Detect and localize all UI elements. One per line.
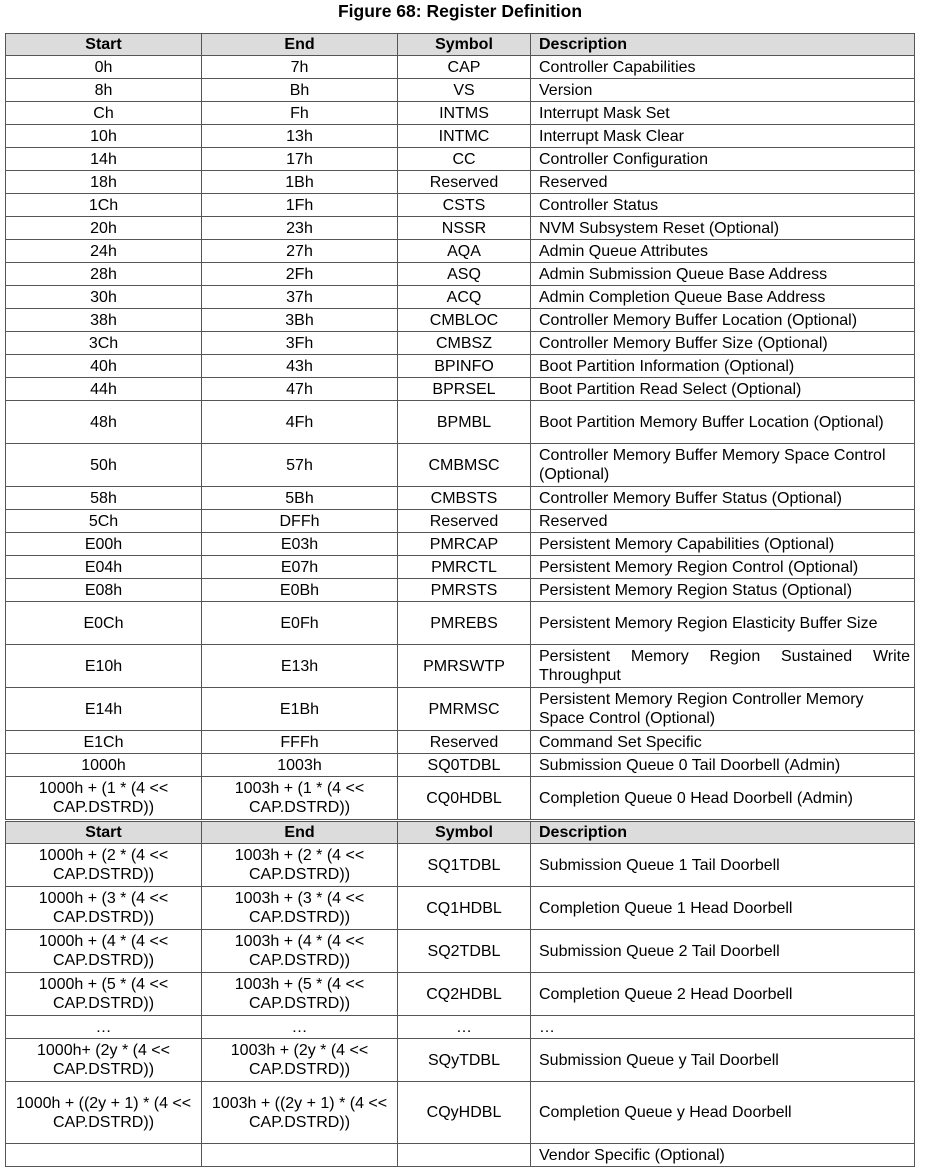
start-cell: 1000h + (3 * (4 << CAP.DSTRD)) <box>6 887 202 930</box>
table-row <box>6 1039 915 1082</box>
symbol-cell: CMBLOC <box>398 309 531 332</box>
end-cell: 1003h + (2 * (4 << CAP.DSTRD)) <box>202 844 398 887</box>
table-row <box>6 1016 915 1039</box>
doorbell-rows <box>6 844 915 1167</box>
symbol-cell: PMRCAP <box>398 533 531 556</box>
description-cell: … <box>531 1016 915 1039</box>
start-cell: 40h <box>6 355 202 378</box>
start-cell: 8h <box>6 79 202 102</box>
start-cell: 38h <box>6 309 202 332</box>
table-row <box>6 444 915 487</box>
symbol-cell: PMRCTL <box>398 556 531 579</box>
start-cell: E14h <box>6 688 202 731</box>
symbol-cell: SQ2TDBL <box>398 930 531 973</box>
start-cell: … <box>6 1016 202 1039</box>
repeated-header <box>6 820 915 844</box>
end-cell: DFFh <box>202 510 398 533</box>
end-cell: E0Bh <box>202 579 398 602</box>
description-cell: Persistent Memory Region Status (Optional) <box>531 579 915 602</box>
start-cell: 30h <box>6 286 202 309</box>
symbol-cell: CQ1HDBL <box>398 887 531 930</box>
symbol-cell: CMBSZ <box>398 332 531 355</box>
start-cell: 20h <box>6 217 202 240</box>
table-row <box>6 754 915 777</box>
end-cell: 7h <box>202 56 398 79</box>
start-cell: 28h <box>6 263 202 286</box>
end-cell: E03h <box>202 533 398 556</box>
table-row <box>6 171 915 194</box>
description-cell: Submission Queue 1 Tail Doorbell <box>531 844 915 887</box>
table-row <box>6 602 915 645</box>
table-row <box>6 401 915 444</box>
start-cell: E08h <box>6 579 202 602</box>
table-row <box>6 688 915 731</box>
end-cell: 4Fh <box>202 401 398 444</box>
end-cell: E13h <box>202 645 398 688</box>
header-end: End <box>202 34 398 56</box>
description-cell: Controller Memory Buffer Memory Space Control (Optional) <box>531 444 915 487</box>
description-cell: Completion Queue 1 Head Doorbell <box>531 887 915 930</box>
description-cell: Submission Queue 0 Tail Doorbell (Admin) <box>531 754 915 777</box>
end-cell: E0Fh <box>202 602 398 645</box>
description-cell: Reserved <box>531 171 915 194</box>
end-cell: E07h <box>202 556 398 579</box>
start-cell <box>6 1144 202 1167</box>
description-cell: Admin Completion Queue Base Address <box>531 286 915 309</box>
symbol-cell: Reserved <box>398 731 531 754</box>
table-row <box>6 579 915 602</box>
end-cell: 1003h + (4 * (4 << CAP.DSTRD)) <box>202 930 398 973</box>
description-cell: Controller Memory Buffer Status (Optional) <box>531 487 915 510</box>
start-cell: 24h <box>6 240 202 263</box>
table-row <box>6 533 915 556</box>
start-cell: 10h <box>6 125 202 148</box>
description-cell: Completion Queue 0 Head Doorbell (Admin) <box>531 777 915 820</box>
symbol-cell: BPINFO <box>398 355 531 378</box>
end-cell: 17h <box>202 148 398 171</box>
table-row <box>6 194 915 217</box>
description-cell: Persistent Memory Capabilities (Optional) <box>531 533 915 556</box>
table-row <box>6 887 915 930</box>
start-cell: Ch <box>6 102 202 125</box>
description-cell: Admin Submission Queue Base Address <box>531 263 915 286</box>
figure-title: Figure 68: Register Definition <box>337 1 583 21</box>
symbol-cell: CQ2HDBL <box>398 973 531 1016</box>
symbol-cell: SQ0TDBL <box>398 754 531 777</box>
start-cell: E10h <box>6 645 202 688</box>
table-row <box>6 125 915 148</box>
description-cell: Controller Configuration <box>531 148 915 171</box>
header-end: End <box>202 822 398 844</box>
table-row <box>6 263 915 286</box>
start-cell: 50h <box>6 444 202 487</box>
header-symbol: Symbol <box>398 822 531 844</box>
start-cell: 14h <box>6 148 202 171</box>
symbol-cell: CAP <box>398 56 531 79</box>
end-cell: 1003h + (1 * (4 << CAP.DSTRD)) <box>202 777 398 820</box>
end-cell: Fh <box>202 102 398 125</box>
symbol-cell: CC <box>398 148 531 171</box>
header-row <box>6 34 915 56</box>
end-cell: 37h <box>202 286 398 309</box>
symbol-cell: BPMBL <box>398 401 531 444</box>
table-row <box>6 731 915 754</box>
table-row <box>6 332 915 355</box>
end-cell: 23h <box>202 217 398 240</box>
start-cell: 1000h + ((2y + 1) * (4 << CAP.DSTRD)) <box>6 1082 202 1144</box>
end-cell: 47h <box>202 378 398 401</box>
table-row <box>6 1144 915 1167</box>
symbol-cell: INTMC <box>398 125 531 148</box>
description-cell: NVM Subsystem Reset (Optional) <box>531 217 915 240</box>
symbol-cell: SQyTDBL <box>398 1039 531 1082</box>
symbol-cell: VS <box>398 79 531 102</box>
header-row-repeat <box>6 822 915 844</box>
end-cell: 1003h + (2y * (4 << CAP.DSTRD)) <box>202 1039 398 1082</box>
end-cell: FFFh <box>202 731 398 754</box>
end-cell: Bh <box>202 79 398 102</box>
description-cell: Controller Memory Buffer Size (Optional) <box>531 332 915 355</box>
symbol-cell: BPRSEL <box>398 378 531 401</box>
header-start: Start <box>6 822 202 844</box>
start-cell: 18h <box>6 171 202 194</box>
end-cell: 1003h + ((2y + 1) * (4 << CAP.DSTRD)) <box>202 1082 398 1144</box>
table-row <box>6 510 915 533</box>
table-row <box>6 79 915 102</box>
description-cell: Version <box>531 79 915 102</box>
symbol-cell: … <box>398 1016 531 1039</box>
end-cell: 5Bh <box>202 487 398 510</box>
end-cell: E1Bh <box>202 688 398 731</box>
table-row <box>6 844 915 887</box>
description-cell: Boot Partition Read Select (Optional) <box>531 378 915 401</box>
table-row <box>6 56 915 79</box>
register-table <box>5 33 915 1167</box>
header-description: Description <box>531 34 915 56</box>
description-cell: Controller Memory Buffer Location (Optional) <box>531 309 915 332</box>
symbol-cell: CMBMSC <box>398 444 531 487</box>
end-cell: 1Fh <box>202 194 398 217</box>
start-cell: 1000h + (4 * (4 << CAP.DSTRD)) <box>6 930 202 973</box>
start-cell: 1000h+ (2y * (4 << CAP.DSTRD)) <box>6 1039 202 1082</box>
description-cell: Persistent Memory Region Elasticity Buffer Size <box>531 602 915 645</box>
description-cell: Boot Partition Information (Optional) <box>531 355 915 378</box>
symbol-cell <box>398 1144 531 1167</box>
start-cell: 1000h + (1 * (4 << CAP.DSTRD)) <box>6 777 202 820</box>
description-cell: Reserved <box>531 510 915 533</box>
table-row <box>6 1082 915 1144</box>
end-cell: 1Bh <box>202 171 398 194</box>
end-cell: 1003h <box>202 754 398 777</box>
description-cell: Controller Status <box>531 194 915 217</box>
description-cell: Submission Queue 2 Tail Doorbell <box>531 930 915 973</box>
start-cell: E0Ch <box>6 602 202 645</box>
symbol-cell: PMREBS <box>398 602 531 645</box>
symbol-cell: SQ1TDBL <box>398 844 531 887</box>
table-row <box>6 309 915 332</box>
table-row <box>6 487 915 510</box>
table-row <box>6 556 915 579</box>
symbol-cell: ASQ <box>398 263 531 286</box>
start-cell: 44h <box>6 378 202 401</box>
table-row <box>6 217 915 240</box>
symbol-cell: CQ0HDBL <box>398 777 531 820</box>
end-cell: 43h <box>202 355 398 378</box>
table-row <box>6 973 915 1016</box>
description-cell: Controller Capabilities <box>531 56 915 79</box>
description-cell: Persistent Memory Region Control (Optional) <box>531 556 915 579</box>
end-cell: 1003h + (3 * (4 << CAP.DSTRD)) <box>202 887 398 930</box>
description-cell: Admin Queue Attributes <box>531 240 915 263</box>
end-cell: 57h <box>202 444 398 487</box>
description-cell: Vendor Specific (Optional) <box>531 1144 915 1167</box>
symbol-cell: AQA <box>398 240 531 263</box>
start-cell: E1Ch <box>6 731 202 754</box>
start-cell: 1000h + (5 * (4 << CAP.DSTRD)) <box>6 973 202 1016</box>
symbol-cell: PMRSTS <box>398 579 531 602</box>
description-cell: Command Set Specific <box>531 731 915 754</box>
start-cell: 58h <box>6 487 202 510</box>
header-symbol: Symbol <box>398 34 531 56</box>
table-row <box>6 378 915 401</box>
table-row <box>6 148 915 171</box>
end-cell: … <box>202 1016 398 1039</box>
table-row <box>6 777 915 820</box>
symbol-cell: Reserved <box>398 510 531 533</box>
start-cell: 1Ch <box>6 194 202 217</box>
symbol-cell: PMRMSC <box>398 688 531 731</box>
end-cell: 2Fh <box>202 263 398 286</box>
header-description: Description <box>531 822 915 844</box>
symbol-cell: INTMS <box>398 102 531 125</box>
header-start: Start <box>6 34 202 56</box>
description-cell: Persistent Memory Region Sustained Write Throughput <box>531 645 915 688</box>
end-cell: 27h <box>202 240 398 263</box>
symbol-cell: Reserved <box>398 171 531 194</box>
description-cell: Submission Queue y Tail Doorbell <box>531 1039 915 1082</box>
description-cell: Boot Partition Memory Buffer Location (Optional) <box>531 401 915 444</box>
table-row <box>6 355 915 378</box>
end-cell <box>202 1144 398 1167</box>
start-cell: E00h <box>6 533 202 556</box>
description-cell: Interrupt Mask Clear <box>531 125 915 148</box>
table-row <box>6 930 915 973</box>
table-row <box>6 645 915 688</box>
description-cell: Completion Queue 2 Head Doorbell <box>531 973 915 1016</box>
description-cell: Completion Queue y Head Doorbell <box>531 1082 915 1144</box>
description-cell: Interrupt Mask Set <box>531 102 915 125</box>
start-cell: 48h <box>6 401 202 444</box>
end-cell: 3Bh <box>202 309 398 332</box>
table-row <box>6 240 915 263</box>
end-cell: 1003h + (5 * (4 << CAP.DSTRD)) <box>202 973 398 1016</box>
symbol-cell: CMBSTS <box>398 487 531 510</box>
start-cell: 1000h <box>6 754 202 777</box>
table-row <box>6 286 915 309</box>
start-cell: 1000h + (2 * (4 << CAP.DSTRD)) <box>6 844 202 887</box>
description-cell: Persistent Memory Region Controller Memory Space Control (Optional) <box>531 688 915 731</box>
symbol-cell: CSTS <box>398 194 531 217</box>
start-cell: E04h <box>6 556 202 579</box>
start-cell: 3Ch <box>6 332 202 355</box>
table-row <box>6 102 915 125</box>
symbol-cell: ACQ <box>398 286 531 309</box>
end-cell: 13h <box>202 125 398 148</box>
start-cell: 5Ch <box>6 510 202 533</box>
symbol-cell: CQyHDBL <box>398 1082 531 1144</box>
end-cell: 3Fh <box>202 332 398 355</box>
symbol-cell: NSSR <box>398 217 531 240</box>
symbol-cell: PMRSWTP <box>398 645 531 688</box>
register-rows <box>6 56 915 820</box>
start-cell: 0h <box>6 56 202 79</box>
